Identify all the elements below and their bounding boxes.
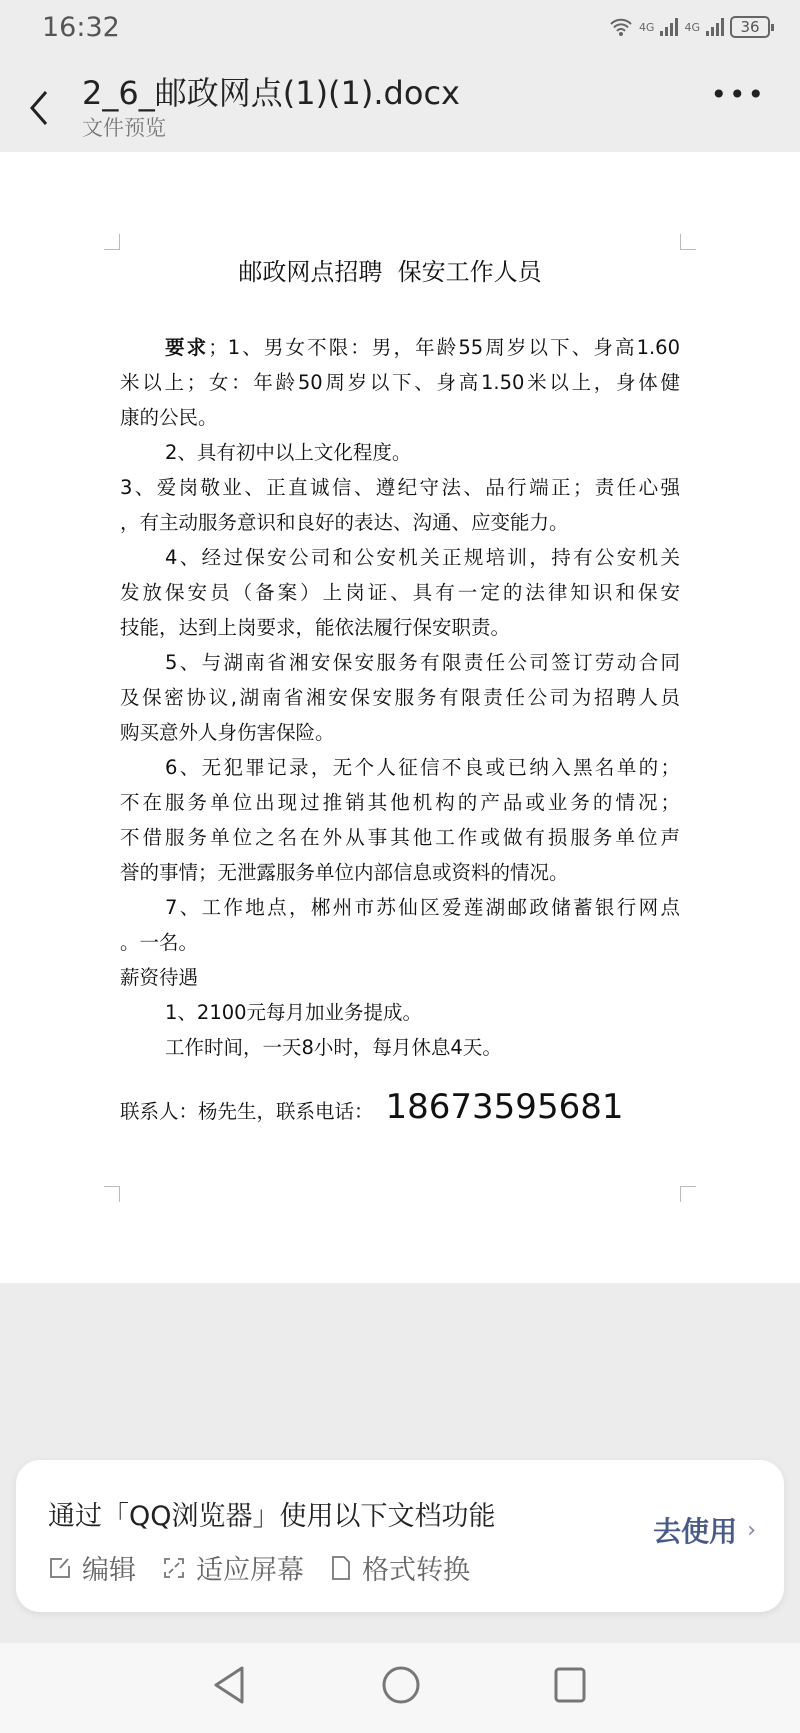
document-line: 购买意外人身伤害保险。 [120,721,335,744]
document-line: 4、经过保安公司和公安机关正规培训，持有公安机关 [165,546,680,569]
feature-edit: 编辑 [48,1548,136,1587]
margin-corner [104,234,120,250]
document-line: 5、与湖南省湘安保安服务有限责任公司签订劳动合同 [165,651,680,674]
signal-icon [706,18,724,36]
margin-corner [104,1186,120,1202]
document-body [120,330,680,1065]
file-subtitle: 文件预览 [82,116,166,140]
fit-screen-icon [162,1556,186,1580]
app-header [0,60,800,152]
status-bar [0,0,800,60]
clock: 16:32 [42,12,120,43]
margin-corner [680,1186,696,1202]
network-label: 4G [638,20,655,34]
feature-fit-screen: 适应屏幕 [162,1548,304,1587]
document-line: 不在服务单位出现过推销其他机构的产品或业务的情况； [120,791,680,814]
promo-title: 通过「QQ浏览器」使用以下文档功能 [48,1501,496,1532]
contact-line [120,1087,623,1127]
document-line: 。一名。 [120,931,199,954]
go-use-button[interactable]: 去使用 › [653,1515,756,1548]
back-icon[interactable] [26,88,52,128]
nav-recents-icon[interactable] [553,1665,587,1705]
document-title: 邮政网点招聘 保安工作人员 [238,258,542,286]
wifi-icon [609,17,633,37]
phone-number: 18673595681 [385,1087,624,1127]
document-page [0,152,800,1283]
system-nav-bar [0,1643,800,1733]
document-line: 康的公民。 [120,406,218,429]
document-line: 1、2100元每月加业务提成。 [165,1001,423,1024]
feature-format-convert: 格式转换 [330,1548,470,1587]
signal-icon [660,18,678,36]
document-line: 技能，达到上岗要求，能依法履行保安职责。 [120,616,511,639]
network-label: 4G [684,20,700,34]
document-line: 工作时间，一天8小时，每月休息4天。 [165,1036,502,1059]
chevron-right-icon: › [747,1517,756,1543]
margin-corner [680,234,696,250]
contact-label: 联系人：杨先生，联系电话： [120,1100,374,1123]
document-line: 不借服务单位之名在外从事其他工作或做有损服务单位声 [120,826,680,849]
document-line: 及保密协议,湖南省湘安保安服务有限责任公司为招聘人员 [120,686,680,709]
document-line: 发放保安员（备案）上岗证、具有一定的法律知识和保安 [120,581,680,604]
document-line: 誉的事情；无泄露服务单位内部信息或资料的情况。 [120,861,569,884]
document-line: 米以上；女：年龄50周岁以下、身高1.50米以上，身体健 [120,371,680,394]
document-line: 2、具有初中以上文化程度。 [165,441,412,464]
file-title: 2_6_邮政网点(1)(1).docx [82,74,460,112]
nav-home-icon[interactable] [381,1665,421,1705]
document-line: 7、工作地点，郴州市苏仙区爱莲湖邮政储蓄银行网点 [165,896,680,919]
edit-icon [48,1556,72,1580]
document-line: ，有主动服务意识和良好的表达、沟通、应变能力。 [120,511,569,534]
qq-browser-promo-card[interactable] [16,1460,784,1612]
battery-icon: 36 [730,16,770,38]
document-line: 6、无犯罪记录，无个人征信不良或已纳入黑名单的； [165,756,680,779]
nav-back-icon[interactable] [212,1665,246,1705]
bold-label: 要求 [165,336,209,359]
document-line: 要求；1、男女不限：男，年龄55周岁以下、身高1.60 [165,336,680,359]
status-icons [609,16,770,38]
file-icon [330,1555,352,1581]
more-icon[interactable]: ••• [710,78,766,111]
document-line: 薪资待遇 [120,966,199,989]
document-line: 3、爱岗敬业、正直诚信、遵纪守法、品行端正；责任心强 [120,476,680,499]
